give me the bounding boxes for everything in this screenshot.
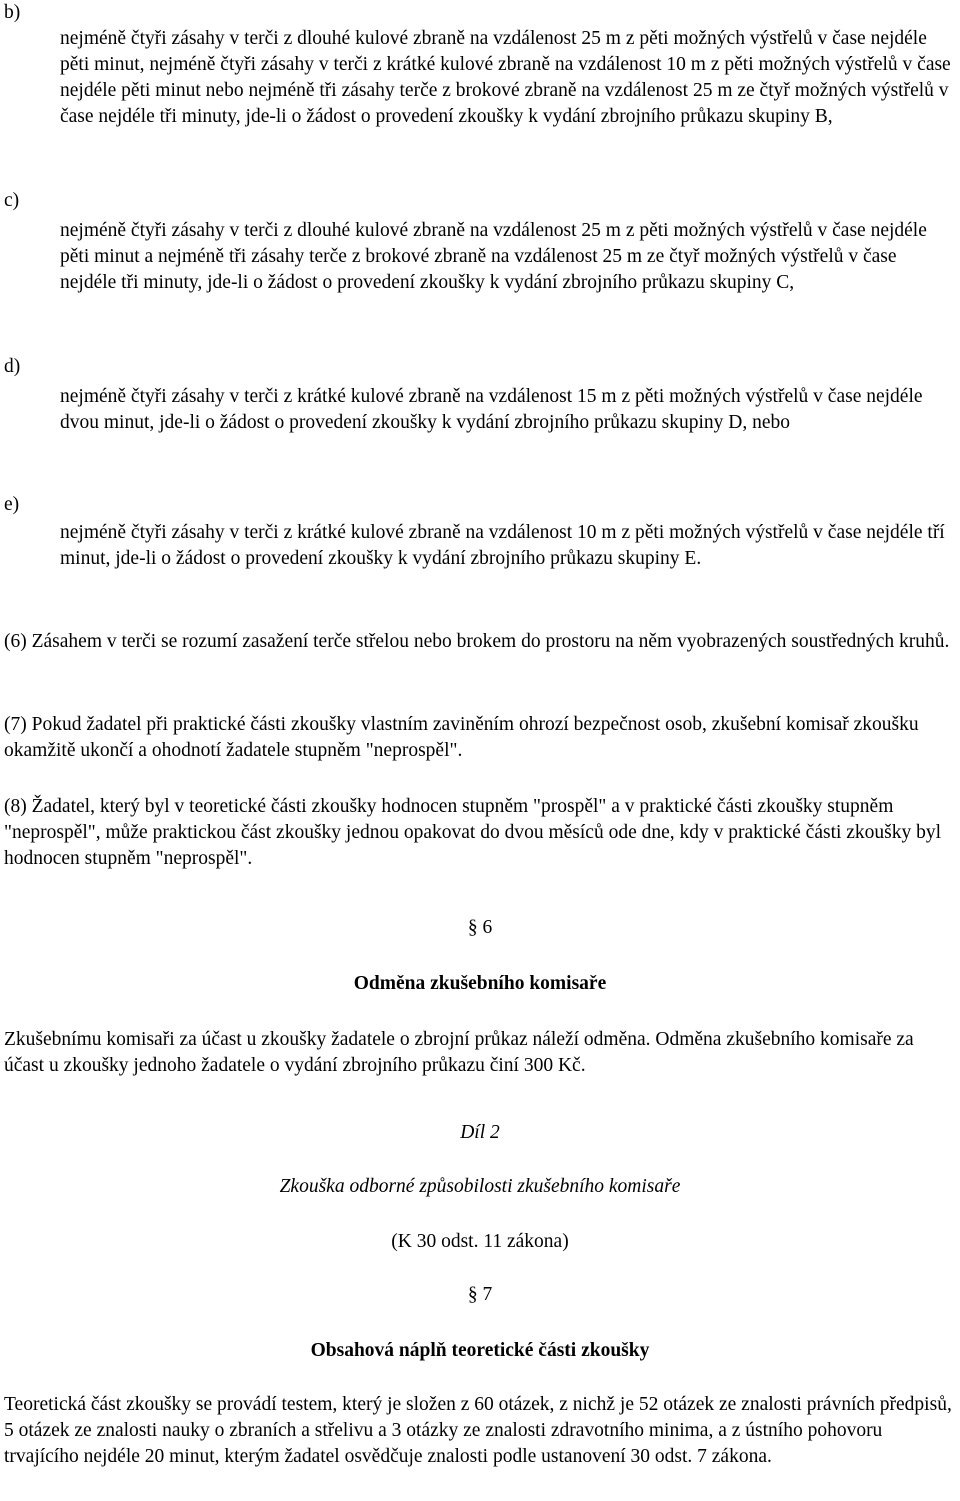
item-text-d: nejméně čtyři zásahy v terči z krátké kulové zbraně na vzdálenost 15 m z pěti možných výstřelů v čase nejdéle dvou minut, jde-li o žádost o provedení zkoušky k vydání zbrojního průkazu skupiny D, nebo	[60, 386, 923, 433]
paragraph-7: (7) Pokud žadatel při praktické části zkoušky vlastním zaviněním ohrozí bezpečnost osob, zkušební komisař zkoušku okamžitě ukončí a ohodnotí žadatele stupněm "neprospěl".	[4, 714, 919, 761]
section-7-text: Teoretická část zkoušky se provádí testem, který je složen z 60 otázek, z nichž je 52 otázek ze znalosti právních předpisů, 5 otázek ze znalosti nauky o zbraních a střelivu a 3 otázky ze znalosti zdravotního minima, a z ústního pohovoru trvajícího nejdéle 20 minut, kterým žadatel osvědčuje znalosti podle ustanovení 30 odst. 7 zákona.	[4, 1394, 952, 1467]
paragraph-6: (6) Zásahem v terči se rozumí zasažení terče střelou nebo brokem do prostoru na něm vyobrazených soustředných kruhů.	[4, 631, 950, 652]
item-label-e: e)	[4, 494, 20, 515]
section-sign-icon: §	[467, 917, 478, 938]
item-text-b: nejméně čtyři zásahy v terči z dlouhé kulové zbraně na vzdálenost 25 m z pěti možných výstřelů v čase nejdéle pěti minut, nejméně čtyři zásahy v terči z krátké kulové zbraně na vzdálenost 10 m z pěti možných výstřelů v čase nejdéle pěti minut nebo nejméně tři zásahy terče z brokové zbraně na vzdálenost 25 m ze čtyř možných výstřelů v čase nejdéle tři minuty, jde-li o žádost o provedení zkoušky k vydání zbrojního průkazu skupiny B,	[60, 28, 951, 127]
item-text-c: nejméně čtyři zásahy v terči z dlouhé kulové zbraně na vzdálenost 25 m z pěti možných výstřelů v čase nejdéle pěti minut a nejméně tři zásahy terče z brokové zbraně na vzdálenost 25 m ze čtyř možných výstřelů v čase nejdéle tři minuty, jde-li o žádost o provedení zkoušky k vydání zbrojního průkazu skupiny C,	[60, 220, 927, 293]
section-7-number	[0, 1282, 960, 1308]
section-6-text: Zkušebnímu komisaři za účast u zkoušky žadatele o zbrojní průkaz náleží odměna. Odměna zkušebního komisaře za účast u zkoušky jednoho žadatele o vydání zbrojního průkazu činí 300 Kč.	[4, 1029, 914, 1076]
item-label-c: c)	[4, 190, 20, 211]
part-2-title: Zkouška odborné způsobilosti zkušebního komisaře	[279, 1176, 681, 1197]
section-7-title: Obsahová náplň teoretické části zkoušky	[310, 1340, 650, 1361]
section-6-number	[0, 915, 960, 941]
section-6-title: Odměna zkušebního komisaře	[353, 973, 607, 994]
item-label-b: b)	[4, 2, 21, 23]
item-text-e: nejméně čtyři zásahy v terči z krátké kulové zbraně na vzdálenost 10 m z pěti možných výstřelů v čase nejdéle tří minut, jde-li o žádost o provedení zkoušky k vydání zbrojního průkazu skupiny E.	[60, 522, 945, 569]
item-label-d: d)	[4, 356, 21, 377]
section-sign-icon: §	[467, 1284, 478, 1305]
section-6-number-value: 6	[482, 917, 493, 938]
part-2-reference-text: (K 30 odst. 11 zákona)	[391, 1231, 569, 1252]
part-2-heading: Díl 2	[460, 1122, 500, 1143]
paragraph-8: (8) Žadatel, který byl v teoretické části zkoušky hodnocen stupněm "prospěl" a v praktické části zkoušky stupněm "neprospěl", může praktickou část zkoušky jednou opakovat do dvou měsíců ode dne, kdy v praktické části zkoušky byl hodnocen stupněm "neprospěl".	[4, 796, 942, 869]
part-2-reference	[0, 1229, 960, 1255]
section-7-number-value: 7	[482, 1284, 493, 1305]
